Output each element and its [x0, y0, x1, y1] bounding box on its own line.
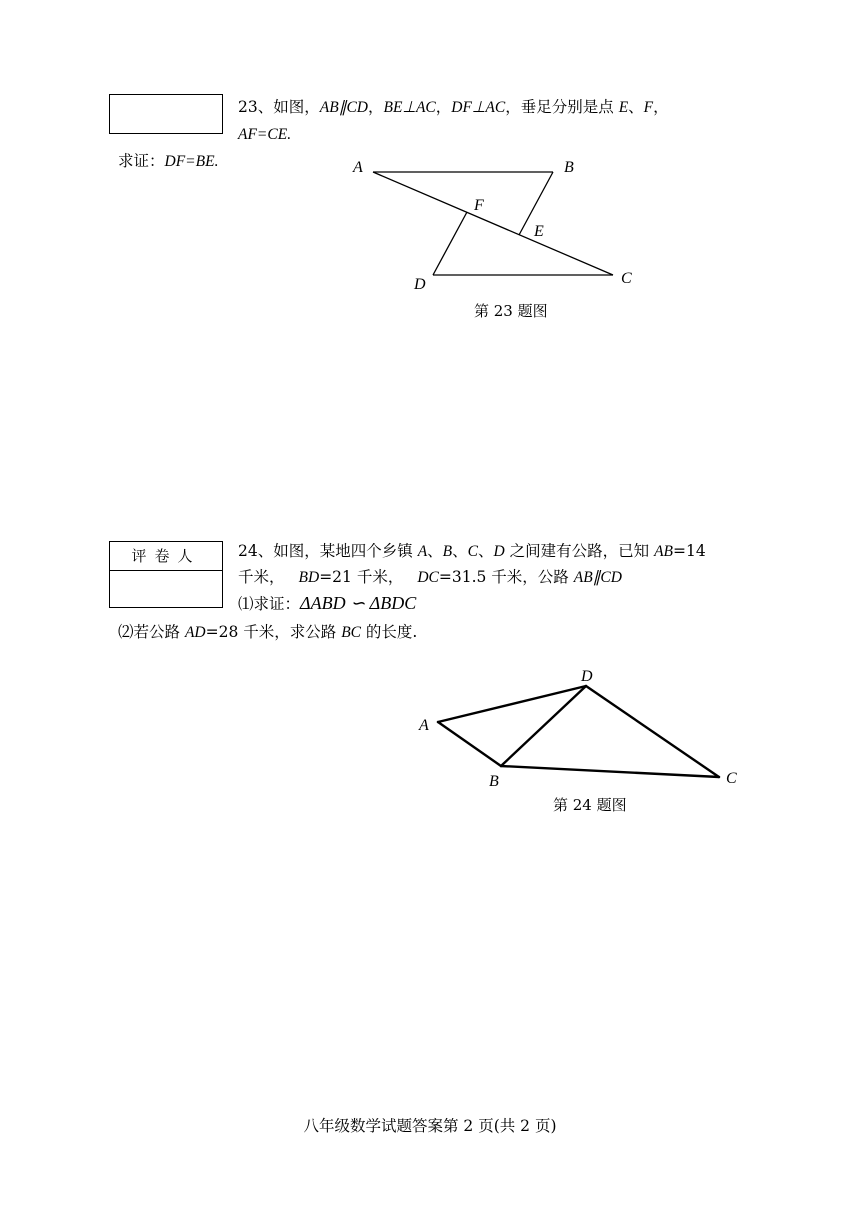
q23-label-B: B: [564, 159, 574, 176]
q23-label-C: C: [621, 270, 632, 287]
q24-caption: 第 24 题图: [553, 796, 627, 814]
q24-part1: ⑴求证：ΔABD ∽ ΔBDC: [238, 593, 417, 613]
page-footer: 八年级数学试题答案第 2 页(共 2 页): [303, 1117, 557, 1135]
q23-label-F: F: [474, 197, 484, 214]
grader-header: 评卷人: [110, 542, 222, 571]
q24-label-C: C: [726, 770, 737, 787]
q24-part2: ⑵若公路 AD=28 千米，求公路 BC 的长度.: [118, 623, 418, 641]
q23-segment-AC: [373, 172, 613, 275]
q23-label-A: A: [353, 159, 363, 176]
q23-label-D: D: [414, 276, 426, 293]
q24-label-B: B: [489, 773, 499, 790]
q23-segment-DF: [433, 212, 467, 275]
q23-prove: 求证：DF=BE.: [118, 152, 219, 170]
q24-grader-box: [109, 541, 223, 608]
q23-statement-line2: AF=CE.: [238, 126, 292, 143]
q24-segment-BC: [501, 766, 719, 777]
q24-statement-line2: 千米， BD=21 千米， DC=31.5 千米，公路 AB∥CD: [238, 568, 622, 586]
q24-segment-BD: [501, 686, 586, 766]
q24-number: 24: [238, 542, 258, 560]
q23-caption: 第 23 题图: [474, 302, 548, 320]
q24-segment-AD: [438, 686, 586, 722]
q24-label-D: D: [581, 668, 593, 685]
q23-label-E: E: [534, 223, 544, 240]
q23-figure: [0, 0, 860, 340]
q24-figure: [0, 640, 860, 800]
q23-number: 23: [238, 98, 258, 116]
q24-segment-DC: [586, 686, 719, 777]
q24-statement-line1: 24、如图，某地四个乡镇 A、B、C、D 之间建有公路，已知 AB=14: [238, 542, 706, 560]
q24-label-A: A: [419, 717, 429, 734]
q23-statement-line1: 23、如图，AB∥CD，BE⊥AC，DF⊥AC，垂足分别是点 E、F，: [238, 98, 669, 116]
q24-segment-AB: [438, 722, 501, 766]
